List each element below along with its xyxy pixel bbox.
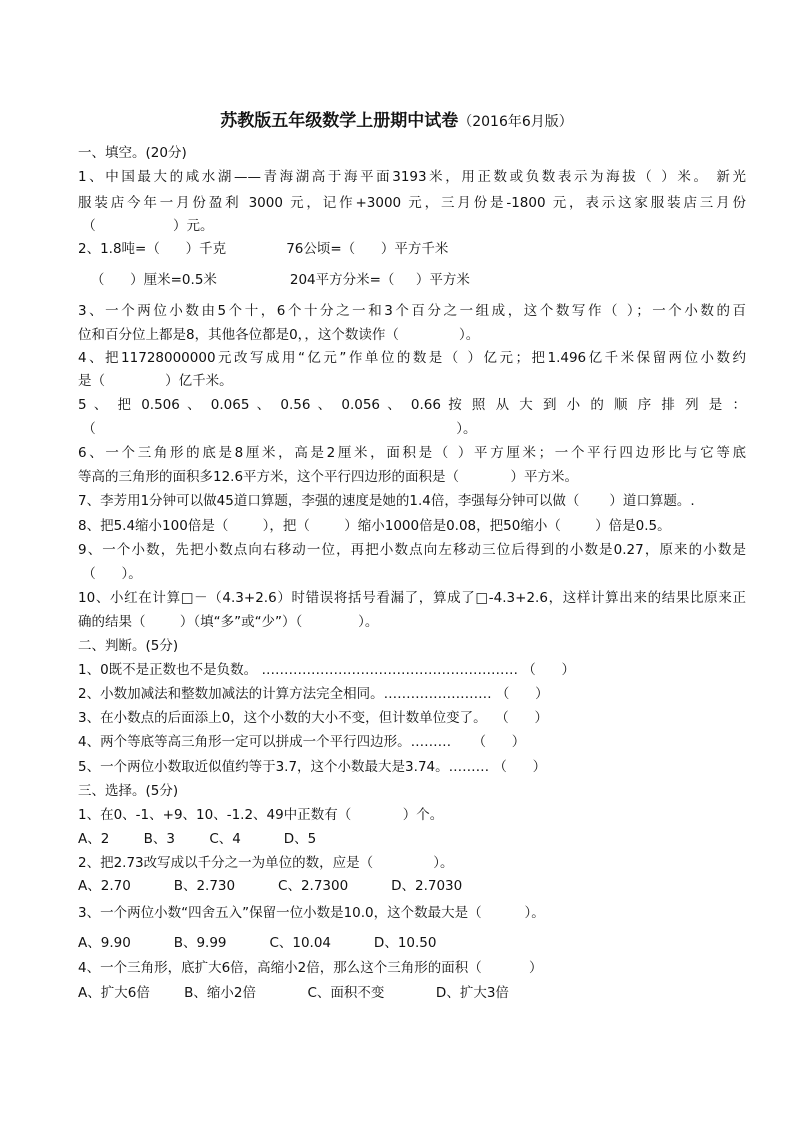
question-line: 2、把2.73改写成以千分之一为单位的数，应是（ ）。: [78, 855, 454, 871]
question-line: 3、一个两位小数由5个十，6个十分之一和3个百分之一组成，这个数写作（ ）；一个小数的百: [78, 303, 746, 319]
section-heading: 三、选择。(5分): [78, 783, 179, 799]
question-line: （ ）元。: [78, 218, 214, 234]
question-line: 5 、 把 0.506 、 0.065 、 0.56 、 0.056 、 0.66 按 照 从 大 到 小 的 顺 序 排 列 是 ：: [78, 397, 746, 413]
question-line: 4、把11728000000元改写成用“亿元”作单位的数是（ ）亿元；把1.496亿千米保留两位小数约: [78, 350, 746, 366]
question-line: 1、中国最大的咸水湖——青海湖高于海平面3193米，用正数或负数表示为海拔（ ）米。 新光: [78, 169, 746, 185]
section-heading: 二、判断。(5分): [78, 638, 179, 654]
question-line: （ ）厘米=0.5米 204平方分米=（ ）平方米: [78, 272, 470, 288]
question-line: 2、小数加减法和整数加减法的计算方法完全相同。…………………… （ ）: [78, 686, 549, 702]
question-line: 1、0既不是正数也不是负数。 ………………………………………………… （ ）: [78, 662, 576, 678]
question-line: 4、一个三角形，底扩大6倍，高缩小2倍，那么这个三角形的面积（ ）: [78, 960, 543, 976]
option-line: A、扩大6倍 B、缩小2倍 C、面积不变 D、扩大3倍: [78, 985, 509, 1001]
question-line: 等高的三角形的面积多12.6平方米，这个平行四边形的面积是（ ）平方米。: [78, 469, 579, 485]
question-line: （ ）。: [78, 566, 142, 582]
option-line: A、2 B、3 C、4 D、5: [78, 831, 317, 847]
question-line: 1、在0、-1、+9、10、-1.2、49中正数有（ ）个。: [78, 807, 444, 823]
question-line: 7、李芳用1分钟可以做45道口算题，李强的速度是她的1.4倍，李强每分钟可以做（ ）道口算题。.: [78, 493, 695, 509]
question-line: 确的结果（ ）（填“多”或“少”）（ ）。: [78, 614, 379, 630]
question-line: （ ）。: [78, 421, 477, 437]
option-line: A、2.70 B、2.730 C、2.7300 D、2.7030: [78, 878, 463, 894]
question-line: 10、小红在计算□－（4.3+2.6）时错误将括号看漏了，算成了□-4.3+2.6，这样计算出来的结果比原来正: [78, 590, 746, 606]
question-line: 9、一个小数，先把小数点向右移动一位，再把小数点向左移动三位后得到的小数是0.27，原来的小数是: [78, 542, 746, 558]
section-heading: 一、填空。(20分): [78, 145, 187, 161]
option-line: A、9.90 B、9.99 C、10.04 D、10.50: [78, 935, 437, 951]
question-line: 4、两个等底等高三角形一定可以拼成一个平行四边形。……… （ ）: [78, 734, 526, 750]
question-line: 3、在小数点的后面添上0，这个小数的大小不变，但计数单位变了。 （ ）: [78, 710, 549, 726]
question-line: 6、一个三角形的底是8厘米，高是2厘米，面积是（ ）平方厘米；一个平行四边形比与它等底: [78, 445, 746, 461]
question-line: 2、1.8吨=（ ）千克 76公顷=（ ）平方千米: [78, 241, 449, 257]
question-line: 5、一个两位小数取近似值约等于3.7，这个小数最大是3.74。……… （ ）: [78, 759, 547, 775]
title-main: 苏教版五年级数学上册期中试卷: [220, 111, 459, 131]
question-line: 服装店今年一月份盈利 3000 元，记作+3000 元，三月份是-1800 元，表示这家服装店三月份: [78, 195, 746, 211]
question-line: 是（ ）亿千米。: [78, 373, 233, 389]
question-line: 8、把5.4缩小100倍是（ ），把（ ）缩小1000倍是0.08，把50缩小（ ）倍是0.5。: [78, 518, 671, 534]
question-line: 位和百分位上都是8，其他各位都是0，，这个数读作（ ）。: [78, 327, 480, 343]
question-line: 3、一个两位小数“四舍五入”保留一位小数是10.0，这个数最大是（ ）。: [78, 905, 545, 921]
page-title: [0, 106, 793, 131]
title-sub: （2016年6月版）: [458, 114, 573, 130]
